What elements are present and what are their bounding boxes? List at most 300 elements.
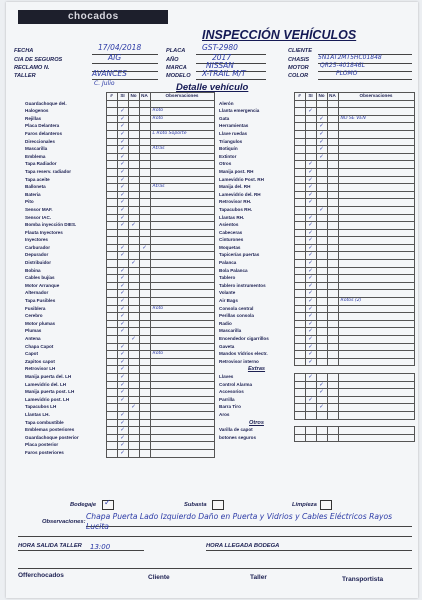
cell-si[interactable]: ✓ [305,320,316,328]
cell-na[interactable] [327,108,338,116]
cell-no[interactable] [316,427,327,435]
cell-na[interactable] [327,404,338,412]
cell-observaciones[interactable] [338,214,414,222]
cell-no[interactable] [128,229,139,237]
cell-na[interactable] [327,191,338,199]
cell-no[interactable] [316,229,327,237]
cell-na[interactable] [327,214,338,222]
cell-si[interactable]: ✓ [117,366,128,374]
cell-si[interactable]: ✓ [305,358,316,366]
cell-na[interactable] [139,358,150,366]
cell-no[interactable] [316,419,327,427]
cell-no[interactable] [128,153,139,161]
cell-si[interactable]: ✓ [117,206,128,214]
cell-si[interactable]: ✓ [117,419,128,427]
cell-si[interactable]: ✓ [117,275,128,283]
cell-na[interactable] [139,229,150,237]
cell-observaciones[interactable]: Roto [150,108,214,116]
cell-si[interactable]: ✓ [117,381,128,389]
cell-no[interactable] [128,191,139,199]
cell-na[interactable] [327,427,338,435]
cell-na[interactable] [327,328,338,336]
cell-observaciones[interactable] [150,123,214,131]
cell-no[interactable] [128,214,139,222]
cell-na[interactable] [327,168,338,176]
cell-si[interactable] [305,206,316,214]
cell-no[interactable] [128,427,139,435]
cell-observaciones[interactable] [338,191,414,199]
cell-observaciones[interactable] [338,244,414,252]
cell-no[interactable] [316,343,327,351]
cell-si[interactable]: ✓ [117,313,128,321]
cell-observaciones[interactable] [150,206,214,214]
cell-na[interactable] [139,328,150,336]
cell-observaciones[interactable] [338,108,414,116]
cell-no[interactable] [316,396,327,404]
cell-observaciones[interactable] [150,290,214,298]
cell-no[interactable] [316,351,327,359]
cell-no[interactable]: ✓ [316,115,327,123]
cell-observaciones[interactable] [150,427,214,435]
cell-si[interactable]: ✓ [305,222,316,230]
cell-na[interactable] [139,389,150,397]
cell-si[interactable]: ✓ [305,373,316,381]
cell-na[interactable] [327,419,338,427]
cell-observaciones[interactable] [150,396,214,404]
cell-na[interactable] [327,298,338,306]
cell-na[interactable] [327,161,338,169]
cell-si[interactable] [305,100,316,108]
cell-no[interactable] [316,260,327,268]
cell-na[interactable] [327,313,338,321]
cell-na[interactable] [139,222,150,230]
cell-no[interactable]: ✓ [316,123,327,131]
cell-na[interactable] [327,229,338,237]
cell-si[interactable]: ✓ [117,199,128,207]
cell-na[interactable] [139,290,150,298]
cell-observaciones[interactable] [150,434,214,442]
cell-no[interactable]: ✓ [316,206,327,214]
cell-observaciones[interactable] [338,168,414,176]
cell-si[interactable]: ✓ [117,343,128,351]
cell-observaciones[interactable] [338,199,414,207]
cell-na[interactable] [139,366,150,374]
cell-na[interactable] [139,184,150,192]
cell-no[interactable] [128,396,139,404]
cell-no[interactable] [316,267,327,275]
cell-si[interactable] [305,411,316,419]
cell-si[interactable] [117,260,128,268]
cell-no[interactable] [128,343,139,351]
cell-observaciones[interactable]: Atras [150,184,214,192]
cell-observaciones[interactable] [150,176,214,184]
cell-observaciones[interactable] [338,130,414,138]
cell-no[interactable] [128,275,139,283]
cell-si[interactable]: ✓ [305,161,316,169]
cell-na[interactable] [327,305,338,313]
cell-observaciones[interactable] [150,237,214,245]
cell-si[interactable]: ✓ [305,305,316,313]
cell-observaciones[interactable] [338,373,414,381]
cell-si[interactable]: ✓ [305,298,316,306]
cell-observaciones[interactable] [338,138,414,146]
cell-no[interactable] [316,222,327,230]
cell-na[interactable] [327,343,338,351]
cell-observaciones[interactable] [338,427,414,435]
cell-observaciones[interactable] [338,222,414,230]
cell-na[interactable] [327,199,338,207]
cell-na[interactable]: ✓ [139,244,150,252]
cell-observaciones[interactable] [338,153,414,161]
cell-no[interactable] [128,206,139,214]
cell-observaciones[interactable] [150,411,214,419]
cell-no[interactable]: ✓ [128,260,139,268]
cell-na[interactable] [139,282,150,290]
cell-na[interactable] [327,237,338,245]
cell-si[interactable]: ✓ [117,411,128,419]
cell-observaciones[interactable] [338,366,414,374]
cell-si[interactable]: ✓ [305,351,316,359]
cell-na[interactable] [139,427,150,435]
cell-si[interactable] [305,115,316,123]
cell-observaciones[interactable]: Roto [150,351,214,359]
cell-si[interactable]: ✓ [305,214,316,222]
cell-no[interactable]: ✓ [316,146,327,154]
cell-si[interactable] [117,237,128,245]
cell-na[interactable] [327,366,338,374]
cell-na[interactable] [327,123,338,131]
cell-na[interactable] [139,123,150,131]
cell-si[interactable]: ✓ [305,176,316,184]
cell-observaciones[interactable]: Roto [150,115,214,123]
cell-na[interactable] [139,176,150,184]
cell-no[interactable] [316,184,327,192]
cell-na[interactable] [139,153,150,161]
cell-no[interactable] [128,244,139,252]
cell-no[interactable] [128,252,139,260]
cell-si[interactable]: ✓ [117,168,128,176]
cell-no[interactable] [128,351,139,359]
cell-observaciones[interactable] [338,411,414,419]
cell-observaciones[interactable] [150,282,214,290]
cell-observaciones[interactable] [150,153,214,161]
cell-observaciones[interactable] [338,161,414,169]
cell-observaciones[interactable] [150,442,214,450]
cell-observaciones[interactable] [338,282,414,290]
cell-na[interactable] [327,290,338,298]
cell-observaciones[interactable] [150,336,214,344]
cell-si[interactable]: ✓ [117,115,128,123]
cell-observaciones[interactable] [338,206,414,214]
cell-observaciones[interactable] [338,358,414,366]
cell-na[interactable] [139,442,150,450]
cell-no[interactable] [128,381,139,389]
cell-observaciones[interactable] [150,449,214,457]
cell-na[interactable] [139,161,150,169]
cell-no[interactable] [128,389,139,397]
cell-no[interactable] [128,411,139,419]
cell-na[interactable] [327,244,338,252]
cell-na[interactable] [327,275,338,283]
cell-observaciones[interactable] [150,358,214,366]
cell-na[interactable] [327,100,338,108]
cell-na[interactable] [139,108,150,116]
cell-si[interactable]: ✓ [305,191,316,199]
cell-si[interactable]: ✓ [117,290,128,298]
cell-observaciones[interactable] [338,260,414,268]
cell-observaciones[interactable] [338,313,414,321]
cell-observaciones[interactable] [150,244,214,252]
cell-observaciones[interactable] [150,161,214,169]
cell-na[interactable] [139,404,150,412]
cell-na[interactable] [139,305,150,313]
cell-si[interactable]: ✓ [305,237,316,245]
checkbox-subasta[interactable] [212,500,224,510]
cell-na[interactable] [139,100,150,108]
cell-no[interactable] [316,434,327,442]
cell-observaciones[interactable] [338,146,414,154]
cell-no[interactable] [128,184,139,192]
cell-no[interactable] [316,290,327,298]
cell-si[interactable]: ✓ [117,351,128,359]
cell-no[interactable] [128,419,139,427]
cell-na[interactable] [139,252,150,260]
cell-na[interactable] [139,343,150,351]
cell-na[interactable] [139,115,150,123]
cell-si[interactable]: ✓ [117,214,128,222]
cell-observaciones[interactable] [150,404,214,412]
cell-observaciones[interactable]: L Roto Soporte [150,130,214,138]
cell-observaciones[interactable] [150,229,214,237]
cell-no[interactable]: ✓ [316,389,327,397]
cell-no[interactable] [316,282,327,290]
cell-si[interactable]: ✓ [117,449,128,457]
cell-observaciones[interactable] [150,320,214,328]
cell-no[interactable] [316,373,327,381]
cell-si[interactable]: ✓ [117,389,128,397]
cell-no[interactable]: ✓ [128,336,139,344]
cell-na[interactable] [327,389,338,397]
cell-na[interactable] [139,381,150,389]
cell-observaciones[interactable] [150,252,214,260]
cell-na[interactable] [327,373,338,381]
cell-observaciones[interactable] [338,389,414,397]
checkbox-bodegaje[interactable] [102,500,114,510]
cell-observaciones[interactable] [338,184,414,192]
cell-si[interactable]: ✓ [117,244,128,252]
cell-si[interactable] [305,366,316,374]
cell-no[interactable] [316,214,327,222]
cell-si[interactable]: ✓ [117,153,128,161]
cell-si[interactable]: ✓ [117,442,128,450]
cell-na[interactable] [327,267,338,275]
cell-no[interactable]: ✓ [316,138,327,146]
cell-si[interactable] [305,130,316,138]
cell-observaciones[interactable] [150,267,214,275]
cell-si[interactable]: ✓ [305,108,316,116]
cell-no[interactable]: ✓ [316,130,327,138]
cell-no[interactable]: ✓ [128,222,139,230]
cell-si[interactable]: ✓ [305,328,316,336]
cell-observaciones[interactable] [150,222,214,230]
cell-no[interactable] [128,237,139,245]
cell-observaciones[interactable] [150,313,214,321]
cell-na[interactable] [139,411,150,419]
cell-si[interactable] [305,146,316,154]
cell-observaciones[interactable] [338,328,414,336]
cell-na[interactable] [139,320,150,328]
cell-observaciones[interactable] [150,168,214,176]
cell-na[interactable] [139,191,150,199]
cell-no[interactable]: ✓ [316,404,327,412]
cell-na[interactable] [327,351,338,359]
cell-si[interactable]: ✓ [305,244,316,252]
cell-observaciones[interactable] [338,351,414,359]
cell-no[interactable] [316,191,327,199]
cell-no[interactable] [128,176,139,184]
cell-si[interactable]: ✓ [305,290,316,298]
cell-si[interactable]: ✓ [117,222,128,230]
cell-observaciones[interactable] [338,396,414,404]
cell-si[interactable]: ✓ [305,313,316,321]
cell-si[interactable]: ✓ [305,396,316,404]
cell-na[interactable] [139,199,150,207]
cell-si[interactable]: ✓ [117,184,128,192]
cell-observaciones[interactable] [150,214,214,222]
cell-si[interactable] [305,123,316,131]
cell-si[interactable]: ✓ [117,146,128,154]
cell-observaciones[interactable] [150,191,214,199]
cell-observaciones[interactable] [150,199,214,207]
cell-observaciones[interactable] [150,138,214,146]
cell-observaciones[interactable] [338,176,414,184]
cell-no[interactable] [316,313,327,321]
cell-si[interactable]: ✓ [117,108,128,116]
cell-observaciones[interactable]: Roto [150,305,214,313]
cell-no[interactable] [316,161,327,169]
cell-si[interactable]: ✓ [305,229,316,237]
cell-na[interactable] [327,434,338,442]
cell-no[interactable] [316,358,327,366]
cell-si[interactable] [305,381,316,389]
cell-no[interactable] [128,123,139,131]
cell-observaciones[interactable] [338,320,414,328]
cell-na[interactable] [139,168,150,176]
cell-na[interactable] [327,260,338,268]
cell-si[interactable]: ✓ [117,176,128,184]
cell-si[interactable]: ✓ [305,168,316,176]
cell-si[interactable]: ✓ [117,130,128,138]
cell-na[interactable] [327,184,338,192]
cell-observaciones[interactable] [150,381,214,389]
cell-no[interactable] [128,366,139,374]
cell-na[interactable] [139,206,150,214]
cell-no[interactable] [128,282,139,290]
cell-observaciones[interactable] [338,336,414,344]
cell-no[interactable] [316,176,327,184]
cell-no[interactable] [316,199,327,207]
cell-si[interactable] [305,153,316,161]
cell-observaciones[interactable]: Atras [150,146,214,154]
cell-si[interactable]: ✓ [117,161,128,169]
cell-observaciones[interactable] [150,366,214,374]
cell-na[interactable] [139,396,150,404]
cell-no[interactable] [128,267,139,275]
cell-no[interactable] [128,320,139,328]
cell-na[interactable] [327,411,338,419]
cell-si[interactable]: ✓ [117,267,128,275]
cell-na[interactable] [327,115,338,123]
cell-na[interactable] [327,222,338,230]
cell-na[interactable] [139,146,150,154]
cell-no[interactable] [316,108,327,116]
cell-na[interactable] [327,320,338,328]
cell-no[interactable] [128,168,139,176]
cell-na[interactable] [139,298,150,306]
cell-na[interactable] [139,138,150,146]
cell-no[interactable]: ✓ [128,404,139,412]
cell-na[interactable] [139,434,150,442]
cell-no[interactable] [128,434,139,442]
cell-si[interactable]: ✓ [305,260,316,268]
cell-observaciones[interactable] [338,252,414,260]
cell-no[interactable]: ✓ [316,381,327,389]
cell-na[interactable] [327,176,338,184]
cell-na[interactable] [139,130,150,138]
cell-observaciones[interactable] [338,434,414,442]
cell-no[interactable] [316,298,327,306]
cell-na[interactable] [139,214,150,222]
cell-si[interactable]: ✓ [117,396,128,404]
cell-no[interactable] [128,161,139,169]
cell-na[interactable] [327,252,338,260]
cell-observaciones[interactable] [150,100,214,108]
cell-observaciones[interactable] [150,260,214,268]
cell-no[interactable] [128,138,139,146]
cell-na[interactable] [139,336,150,344]
cell-si[interactable] [117,404,128,412]
cell-no[interactable] [128,298,139,306]
cell-no[interactable] [316,328,327,336]
cell-no[interactable] [128,358,139,366]
cell-observaciones[interactable] [338,229,414,237]
cell-na[interactable] [139,237,150,245]
cell-no[interactable] [316,305,327,313]
cell-observaciones[interactable] [338,237,414,245]
cell-si[interactable]: ✓ [117,282,128,290]
cell-si[interactable]: ✓ [117,138,128,146]
cell-no[interactable] [316,237,327,245]
cell-na[interactable] [139,313,150,321]
cell-no[interactable] [128,305,139,313]
cell-no[interactable] [128,373,139,381]
cell-no[interactable] [128,449,139,457]
cell-si[interactable]: ✓ [117,434,128,442]
cell-no[interactable] [128,328,139,336]
cell-na[interactable] [327,396,338,404]
cell-si[interactable]: ✓ [305,267,316,275]
cell-no[interactable] [316,411,327,419]
cell-si[interactable]: ✓ [305,199,316,207]
cell-si[interactable]: ✓ [305,252,316,260]
cell-no[interactable] [128,130,139,138]
cell-si[interactable]: ✓ [117,252,128,260]
cell-observaciones[interactable]: Rotos (2) [338,298,414,306]
cell-na[interactable] [327,138,338,146]
cell-na[interactable] [139,449,150,457]
cell-na[interactable] [139,373,150,381]
cell-si[interactable] [305,427,316,435]
